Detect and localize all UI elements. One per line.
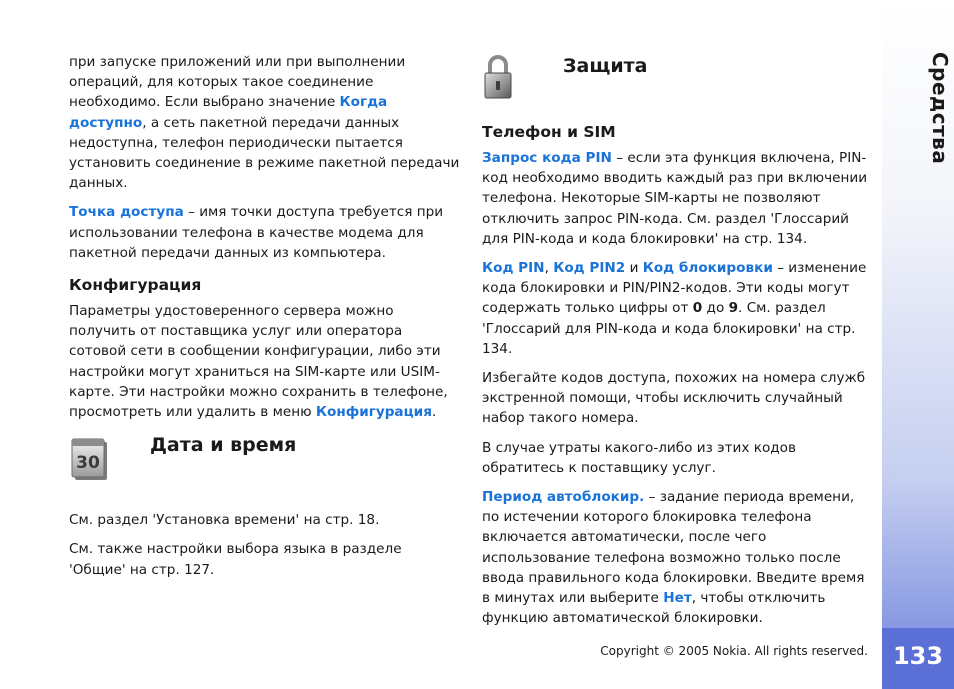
heading-date-time: Дата и время bbox=[150, 434, 297, 457]
term-lock-code: Код блокировки bbox=[642, 260, 773, 277]
paragraph-lost-codes: В случае утраты какого-либо из этих кодов обратитесь к поставщику услуг. bbox=[482, 439, 796, 476]
datetime-section-header bbox=[69, 436, 461, 502]
chapter-title: Средства bbox=[928, 52, 952, 165]
right-column bbox=[482, 52, 868, 637]
lock-icon bbox=[482, 52, 514, 106]
term-autolock-period: Период автоблокир. bbox=[482, 489, 645, 506]
page-number-box bbox=[882, 628, 954, 689]
term-pin2-code: Код PIN2 bbox=[553, 260, 626, 277]
paragraph-access-point: Точка доступа – имя точки доступа требуется при использовании телефона в качестве модема для пакетной передачи данных из компьютера. bbox=[69, 204, 444, 261]
calendar-icon bbox=[69, 436, 109, 488]
term-none: Нет bbox=[663, 590, 692, 607]
heading-security: Защита bbox=[563, 55, 648, 77]
security-section-header bbox=[482, 52, 868, 122]
term-pin-code: Код PIN bbox=[482, 260, 545, 277]
term-configuration: Конфигурация bbox=[315, 404, 432, 421]
heading-phone-sim: Телефон и SIM bbox=[482, 123, 616, 141]
term-when-available: Когда доступно bbox=[69, 94, 388, 131]
paragraph-pin-request: Запрос кода PIN – если эта функция включена, PIN-код необходимо вводить каждый раз при включении телефона. Некоторые SIM-карты не позволяют отключить запрос PIN-кода. См. раздел 'Глоссарий для PIN-кода и кода блокировки' на стр. 134. bbox=[482, 150, 868, 247]
paragraph-codes: Код PIN, Код PIN2 и Код блокировки – изменение кода блокировки и PIN/PIN2-кодов. Эти коды могут содержать только цифры от 0 до 9. См. раздел 'Глоссарий для PIN-кода и кода блокировки' на стр. 134. bbox=[482, 260, 867, 357]
copyright-notice: Copyright © 2005 Nokia. All rights reserved. bbox=[600, 644, 868, 658]
term-pin-request: Запрос кода PIN bbox=[482, 150, 612, 166]
left-column bbox=[69, 52, 461, 589]
paragraph-connection: при запуске приложений или при выполнении операций, для которых такое соединение необходимо. Если выбрано значение Когда доступно, а сеть пакетной передачи данных недоступна, телефон периодически пытается установить соединение в режиме пакетной передачи данных. bbox=[69, 54, 460, 192]
page-number: 133 bbox=[892, 642, 944, 670]
paragraph-language: См. также настройки выбора языка в разделе 'Общие' на стр. 127. bbox=[69, 541, 402, 578]
paragraph-autolock: Период автоблокир. – задание периода времени, по истечении которого блокировка телефона включается автоматически, после чего использование телефона возможно только после ввода правильного кода блокировки. Введите время в минутах или выберите Нет, чтобы отключить функцию автоматической блокировки. bbox=[482, 489, 865, 627]
heading-configuration: Конфигурация bbox=[69, 276, 202, 295]
term-access-point: Точка доступа bbox=[69, 204, 184, 221]
calendar-number: 30 bbox=[76, 453, 100, 474]
paragraph-avoid-codes: Избегайте кодов доступа, похожих на номера служб экстренной помощи, чтобы исключить случайный набор такого номера. bbox=[482, 370, 866, 427]
paragraph-configuration: Параметры удостоверенного сервера можно получить от поставщика услуг или оператора сотовой сети в сообщении конфигурации, либо эти настройки могут храниться на SIM-карте или USIM-карте. Эти настройки можно сохранить в телефоне, просмотреть или удалить в меню Конфигурация. bbox=[69, 303, 448, 421]
paragraph-time-setting: См. раздел 'Установка времени' на стр. 18. bbox=[69, 512, 380, 529]
